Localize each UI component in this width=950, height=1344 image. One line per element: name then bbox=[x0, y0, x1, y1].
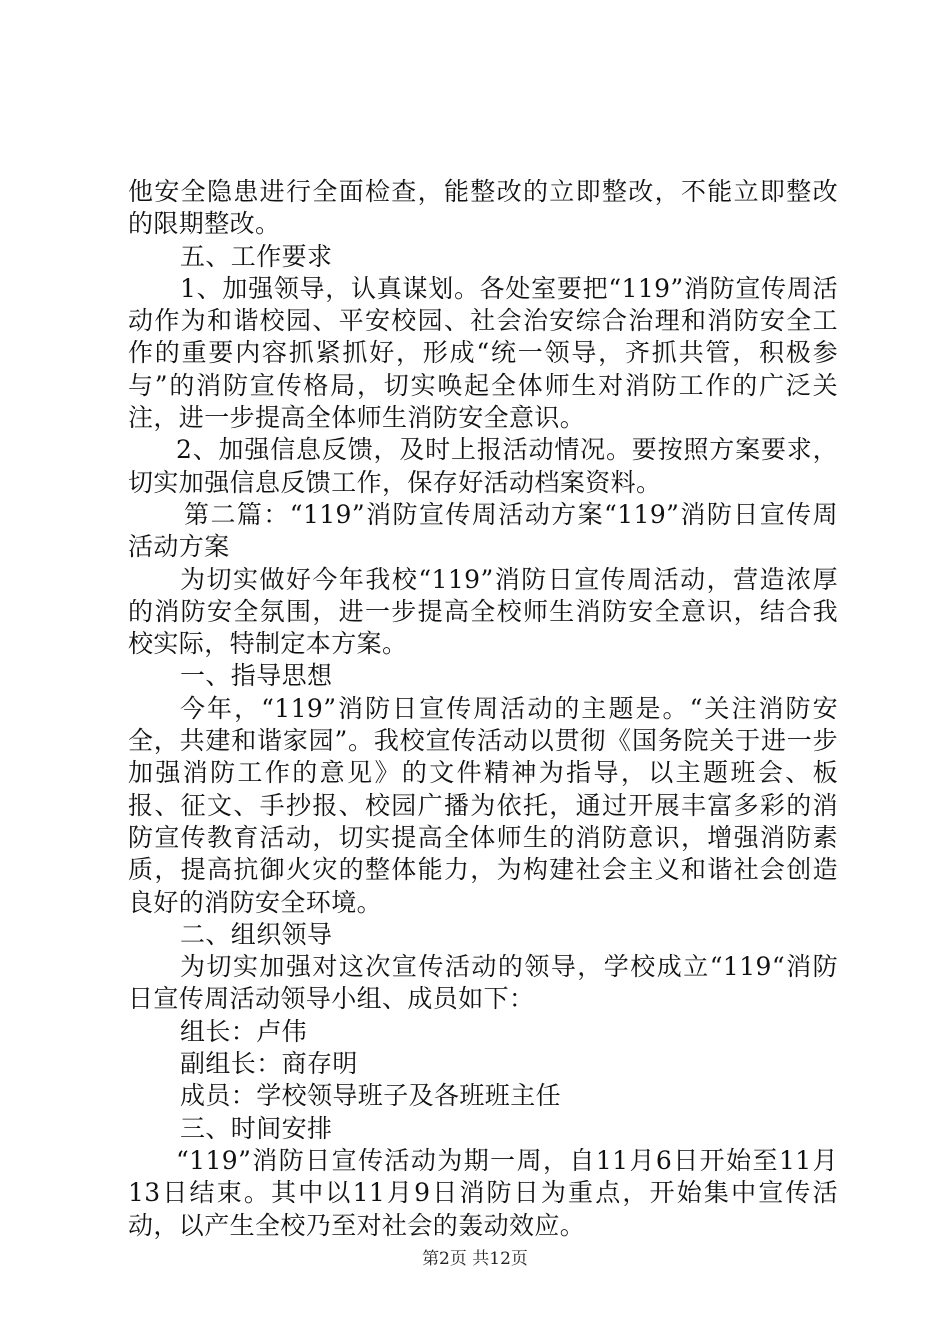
paragraph-leadership: 1、加强领导，认真谋划。各处室要把“119”消防宣传周活动作为和谐校园、平安校园、社会治安综合治理和消防安全工作的重要内容抓紧抓好，形成“统一领导，齐抓共管，积极参与”的消防宣传格局，切实唤起全体师生对消防工作的广泛关注，进一步提高全体师生消防安全意识。 bbox=[128, 273, 838, 433]
section-heading-work-requirements: 五、工作要求 bbox=[180, 241, 333, 271]
page-number-footer: 第2页 共12页 bbox=[422, 1249, 528, 1269]
members-line: 成员：学校领导班子及各班班主任 bbox=[180, 1081, 562, 1111]
paragraph-organization: 为切实加强对这次宣传活动的领导，学校成立“119“消防日宣传周活动领导小组、成员如下： bbox=[128, 952, 838, 1014]
paragraph-intro: 为切实做好今年我校“119”消防日宣传周活动，营造浓厚的消防安全氛围，进一步提高全校师生消防安全意识，结合我校实际，特制定本方案。 bbox=[128, 564, 838, 659]
deputy-leader-line: 副组长：商存明 bbox=[180, 1049, 358, 1079]
paragraph-continuation: 他安全隐患进行全面检查，能整改的立即整改，不能立即整改的限期整改。 bbox=[128, 177, 838, 239]
section-heading-organization: 二、组织领导 bbox=[180, 919, 333, 949]
section-heading-schedule: 三、时间安排 bbox=[180, 1113, 333, 1143]
article-title-second: 第二篇：“119”消防宣传周活动方案“119”消防日宣传周活动方案 bbox=[128, 499, 838, 562]
section-heading-guiding-thought: 一、指导思想 bbox=[180, 661, 333, 691]
team-leader-line: 组长：卢伟 bbox=[180, 1016, 308, 1046]
document-body bbox=[128, 176, 838, 1242]
paragraph-schedule: “119”消防日宣传活动为期一周，自11月6日开始至11月13日结束。其中以11月9日消防日为重点，开始集中宣传活动，以产生全校乃至对社会的轰动效应。 bbox=[128, 1145, 838, 1240]
paragraph-feedback: 2、加强信息反馈，及时上报活动情况。要按照方案要求，切实加强信息反馈工作，保存好活动档案资料。 bbox=[128, 435, 838, 497]
paragraph-guiding-thought: 今年，“119”消防日宣传周活动的主题是。“关注消防安全，共建和谐家园”。我校宣传活动以贯彻《国务院关于进一步加强消防工作的意见》的文件精神为指导，以主题班会、板报、征文、手抄报、校园广播为依托，通过开展丰富多彩的消防宣传教育活动，切实提高全体师生的消防意识，增强消防素质，提高抗御火灾的整体能力，为构建社会主义和谐社会创造良好的消防安全环境。 bbox=[128, 693, 838, 917]
